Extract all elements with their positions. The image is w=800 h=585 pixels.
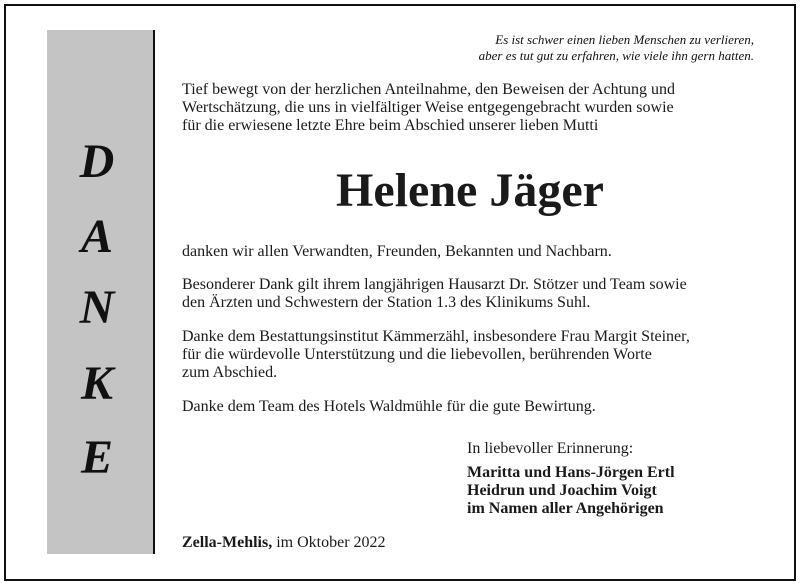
place-date-text: im Oktober 2022 (272, 534, 386, 551)
sidebar-letter: E (80, 431, 113, 484)
deceased-name: Helene Jäger (336, 164, 604, 217)
intro-line: Wertschätzung, die uns in vielfältiger Weise entgegengebracht wurden sowie (182, 99, 674, 116)
sidebar-letter: K (80, 357, 113, 410)
sidebar-letter: A (80, 210, 113, 263)
thanks-relatives-paragraph (182, 243, 762, 261)
place-city: Zella-Mehlis, (182, 534, 273, 551)
intro-line: für die erwiesene letzte Ehre beim Abschied unserer lieben Mutti (182, 117, 599, 134)
thanks-funeral-paragraph (182, 328, 762, 382)
paragraph-line: danken wir allen Verwandten, Freunden, Bekannten und Nachbarn. (182, 243, 612, 260)
paragraph-line: Danke dem Team des Hotels Waldmühle für die gute Bewirtung. (182, 398, 596, 415)
intro-line: Tief bewegt von der herzlichen Anteilnahme, den Beweisen der Achtung und (182, 81, 676, 98)
closing-phrase: In liebevoller Erinnerung: (467, 440, 634, 457)
paragraph-line: zum Abschied. (182, 364, 278, 381)
place-date (182, 534, 386, 552)
danke-sidebar (47, 30, 155, 554)
quote-line: Es ist schwer einen lieben Menschen zu verlieren, (495, 32, 754, 47)
paragraph-line: Besonderer Dank gilt ihrem langjährigen Hausarzt Dr. Stötzer und Team sowie (182, 276, 687, 293)
sidebar-letter: D (79, 135, 115, 188)
intro-paragraph (182, 81, 762, 135)
paragraph-line: für die würdevolle Unterstützung und die liebevollen, berührenden Worte (182, 346, 652, 363)
signer-line: Heidrun und Joachim Voigt (467, 482, 657, 499)
quote-line: aber es tut gut zu erfahren, wie viele ihn gern hatten. (478, 48, 754, 63)
sidebar-letter: N (79, 281, 115, 334)
thanks-doctor-paragraph (182, 276, 762, 312)
signers-block (467, 464, 675, 518)
thanks-hotel-paragraph (182, 398, 762, 416)
paragraph-line: den Ärzten und Schwestern der Station 1.3 des Klinikums Suhl. (182, 294, 591, 311)
signer-line: im Namen aller Angehörigen (467, 500, 664, 517)
paragraph-line: Danke dem Bestattungsinstitut Kämmerzähl, insbesondere Frau Margit Steiner, (182, 328, 690, 345)
signer-line: Maritta und Hans-Jörgen Ertl (467, 464, 675, 481)
epigraph-quote (479, 32, 754, 64)
